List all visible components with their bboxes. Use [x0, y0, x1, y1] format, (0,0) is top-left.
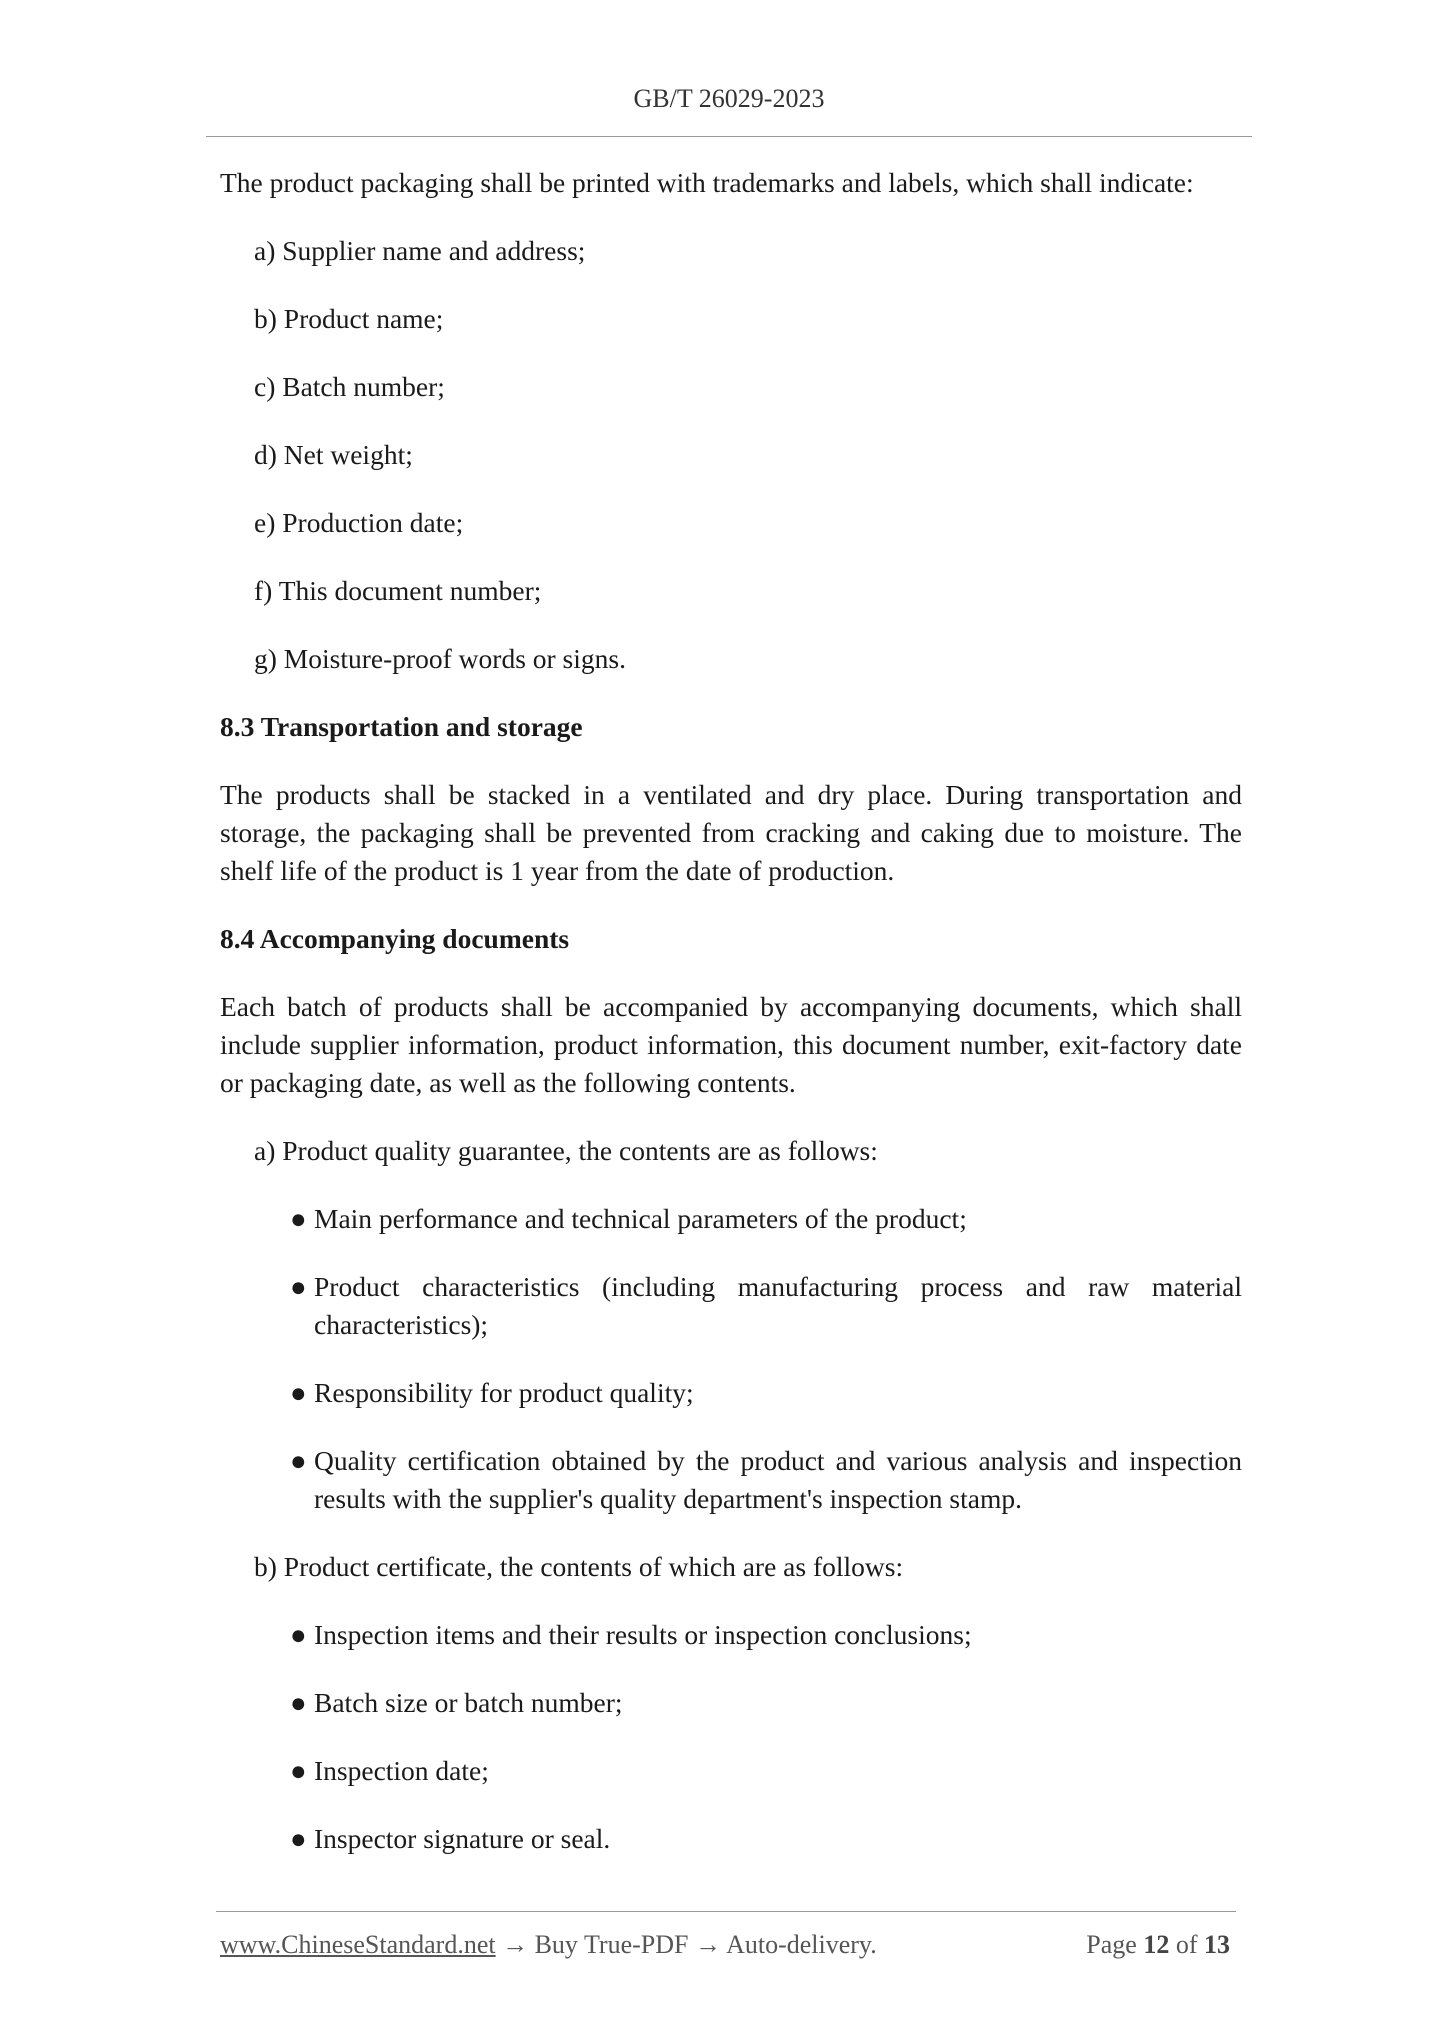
arrow-right-icon: →	[502, 1930, 529, 1959]
bullet-text: Main performance and technical parameters of the product;	[314, 1203, 967, 1234]
buy-text: Buy True-PDF	[534, 1930, 689, 1959]
marking-item: g) Moisture-proof words or signs.	[254, 643, 626, 674]
bullet-icon: ●	[290, 1445, 307, 1476]
bullet-item	[290, 1616, 1242, 1654]
bullet-item	[290, 1820, 1242, 1858]
header-divider	[206, 136, 1252, 137]
intro-paragraph: The product packaging shall be printed with trademarks and labels, which shall indicate:	[220, 167, 1194, 198]
page-current: 12	[1143, 1930, 1170, 1959]
marking-item: a) Supplier name and address;	[254, 235, 586, 266]
page-of: of	[1175, 1930, 1198, 1959]
marking-item: d) Net weight;	[254, 439, 413, 470]
marking-item: f) This document number;	[254, 575, 542, 606]
bullet-item	[290, 1374, 1242, 1412]
page-label: Page	[1086, 1930, 1137, 1959]
bullet-icon: ●	[290, 1377, 307, 1408]
bullet-text: Quality certification obtained by the product and various analysis and inspection results with the supplier's quality department's inspection stamp.	[314, 1445, 1242, 1514]
bullet-icon: ●	[290, 1203, 307, 1234]
bullet-text: Inspection date;	[314, 1755, 489, 1786]
section-8-4-text: Each batch of products shall be accompanied by accompanying documents, which shall include supplier information, product information, this document number, exit-factory date or packaging date, as well as the following contents.	[220, 991, 1242, 1098]
section-heading-8-3: 8.3 Transportation and storage	[220, 711, 583, 742]
marking-item: e) Production date;	[254, 507, 464, 538]
delivery-text: Auto-delivery.	[726, 1930, 877, 1959]
bullet-text: Inspector signature or seal.	[314, 1823, 611, 1854]
page-content	[220, 164, 1242, 1888]
footer-promo	[220, 1930, 877, 1960]
bullet-text: Responsibility for product quality;	[314, 1377, 694, 1408]
website-link[interactable]: www.ChineseStandard.net	[220, 1930, 496, 1959]
bullet-text: Inspection items and their results or inspection conclusions;	[314, 1619, 972, 1650]
page-header	[206, 84, 1252, 114]
page-number	[1086, 1930, 1230, 1960]
arrow-right-icon: →	[695, 1930, 721, 1959]
bullet-icon: ●	[290, 1755, 307, 1786]
bullet-item	[290, 1200, 1242, 1238]
list-item-a: a) Product quality guarantee, the contents are as follows:	[254, 1135, 878, 1166]
marking-item: b) Product name;	[254, 303, 444, 334]
list-item-b: b) Product certificate, the contents of which are as follows:	[254, 1551, 904, 1582]
bullet-item	[290, 1268, 1242, 1344]
bullet-text: Product characteristics (including manufacturing process and raw material characteristics);	[314, 1271, 1242, 1340]
marking-item: c) Batch number;	[254, 371, 445, 402]
bullet-item	[290, 1684, 1242, 1722]
bullet-icon: ●	[290, 1271, 307, 1302]
footer-divider	[216, 1911, 1236, 1912]
bullet-icon: ●	[290, 1687, 307, 1718]
document-code: GB/T 26029-2023	[633, 84, 825, 113]
section-8-3-text: The products shall be stacked in a ventilated and dry place. During transportation and storage, the packaging shall be prevented from cracking and caking due to moisture. The shelf life of the product is 1 year from the date of production.	[220, 779, 1242, 886]
bullet-item	[290, 1442, 1242, 1518]
bullet-icon: ●	[290, 1619, 307, 1650]
bullet-text: Batch size or batch number;	[314, 1687, 623, 1718]
bullet-icon: ●	[290, 1823, 307, 1854]
page-total: 13	[1204, 1930, 1230, 1959]
bullet-item	[290, 1752, 1242, 1790]
section-heading-8-4: 8.4 Accompanying documents	[220, 923, 570, 954]
